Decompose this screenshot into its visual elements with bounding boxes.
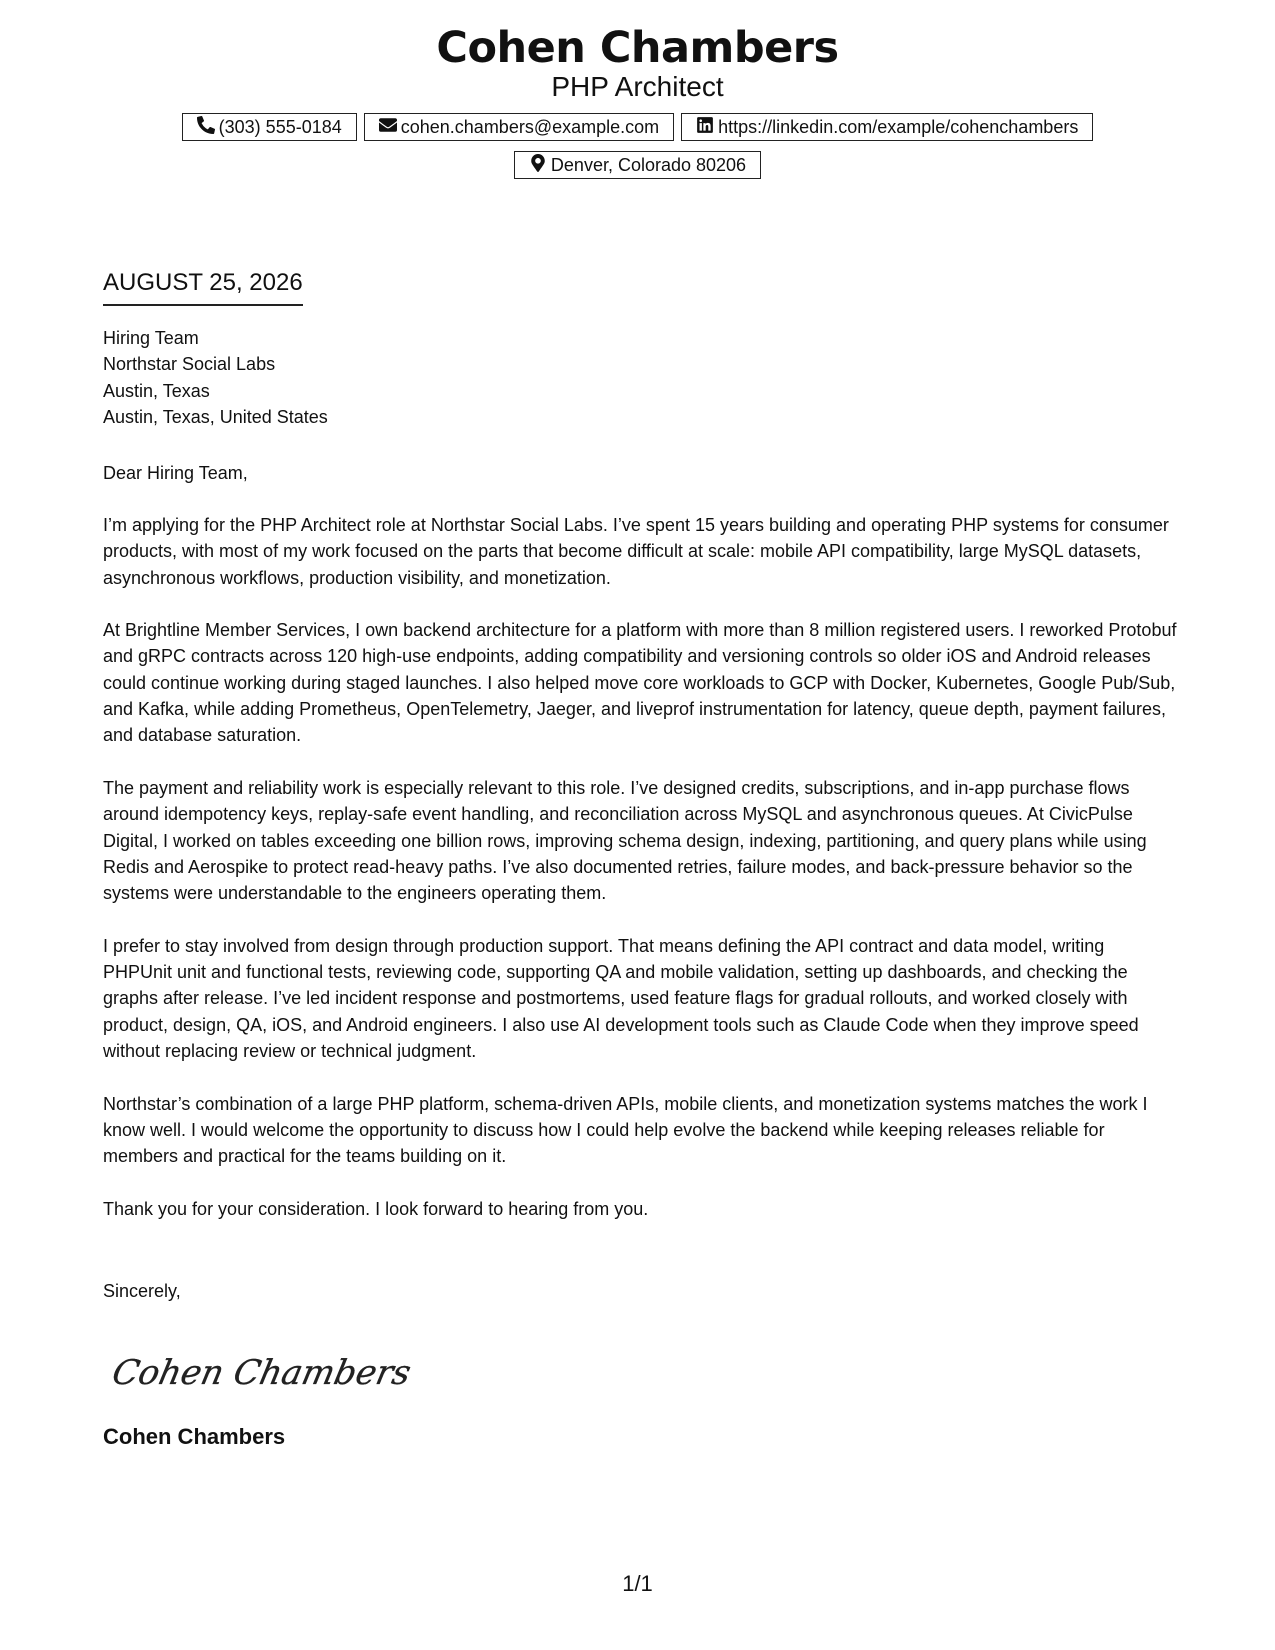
map-marker-icon — [529, 154, 551, 177]
phone-contact[interactable] — [182, 113, 357, 141]
body-paragraph: The payment and reliability work is especially relevant to this role. I’ve designed credits, subscriptions, and in-app purchase flows around idempotency keys, replay-safe event handling, and reconciliation across MySQL and asynchronous queues. At CivicPulse Digital, I worked on tables exceeding one billion rows, improving schema design, indexing, partitioning, and query plans while using Redis and Aerospike to protect read-heavy paths. I’ve also documented retries, failure modes, and back-pressure behavior so the systems were understandable to the engineers operating them. — [103, 777, 1147, 904]
body-paragraph: Thank you for your consideration. I look forward to hearing from you. — [103, 1198, 649, 1219]
linkedin-contact[interactable] — [681, 113, 1093, 141]
salutation: Dear Hiring Team, — [103, 463, 248, 483]
recipient-line: Northstar Social Labs — [103, 354, 276, 375]
linkedin-url: https://linkedin.com/example/cohenchambers — [718, 116, 1079, 137]
email-address: cohen.chambers@example.com — [400, 116, 660, 137]
contact-bar — [0, 113, 1275, 141]
recipient-line: Austin, Texas — [103, 380, 210, 401]
body-paragraph: I prefer to stay involved from design through production support. That means defining the API contract and data model, writing PHPUnit unit and functional tests, reviewing code, supporting QA and mobile validation, setting up dashboards, and checking the graphs after release. I’ve led incident response and postmortems, used feature flags for gradual rollouts, and worked closely with product, design, QA, iOS, and Android engineers. I also use AI development tools such as Claude Code when they improve speed without replacing review or technical judgment. — [103, 935, 1139, 1061]
recipient-line: Hiring Team — [103, 328, 199, 348]
recipient-line: Austin, Texas, United States — [103, 406, 328, 427]
location-bar — [0, 151, 1275, 179]
recipient-block — [103, 325, 1178, 430]
linkedin-icon — [696, 116, 718, 139]
applicant-name: Cohen Chambers — [436, 23, 839, 73]
applicant-title: PHP Architect — [551, 71, 724, 102]
letter-header — [0, 22, 1275, 104]
signature-image — [108, 1340, 415, 1400]
signer-name: Cohen Chambers — [103, 1424, 286, 1449]
letter-date: AUGUST 25, 2026 — [103, 268, 303, 306]
body-paragraph: I’m applying for the PHP Architect role at Northstar Social Labs. I’ve spent 15 years building and operating PHP systems for consumer products, with most of my work focused on the parts that become difficult at scale: mobile API compatibility, large MySQL datasets, asynchronous workflows, production visibility, and monetization. — [103, 515, 1169, 588]
email-contact[interactable] — [364, 113, 674, 141]
body-paragraph: Northstar’s combination of a large PHP platform, schema-driven APIs, mobile clients, and monetization systems matches the work I know well. I would welcome the opportunity to discuss how I could help evolve the backend while keeping releases reliable for members and practical for the teams building on it. — [103, 1093, 1148, 1167]
phone-icon — [197, 116, 219, 139]
phone-number: (303) 555-0184 — [218, 116, 342, 137]
letter-body — [103, 512, 1178, 1248]
body-paragraph: At Brightline Member Services, I own backend architecture for a platform with more than 8 million registered users. I reworked Protobuf and gRPC contracts across 120 high-use endpoints, adding compatibility and versioning controls so older iOS and Android releases could continue working during staged launches. I also helped move core workloads to GCP with Docker, Kubernetes, Google Pub/Sub, and Kafka, while adding Prometheus, OpenTelemetry, Jaeger, and liveprof instrumentation for latency, queue depth, payment failures, and database saturation. — [103, 620, 1177, 746]
location-contact — [514, 151, 761, 179]
page-number: 1/1 — [622, 1571, 653, 1596]
envelope-icon — [379, 116, 401, 139]
signature-text: Cohen Chambers — [108, 1353, 415, 1393]
location-text: Denver, Colorado 80206 — [550, 154, 747, 175]
closing: Sincerely, — [103, 1281, 181, 1301]
